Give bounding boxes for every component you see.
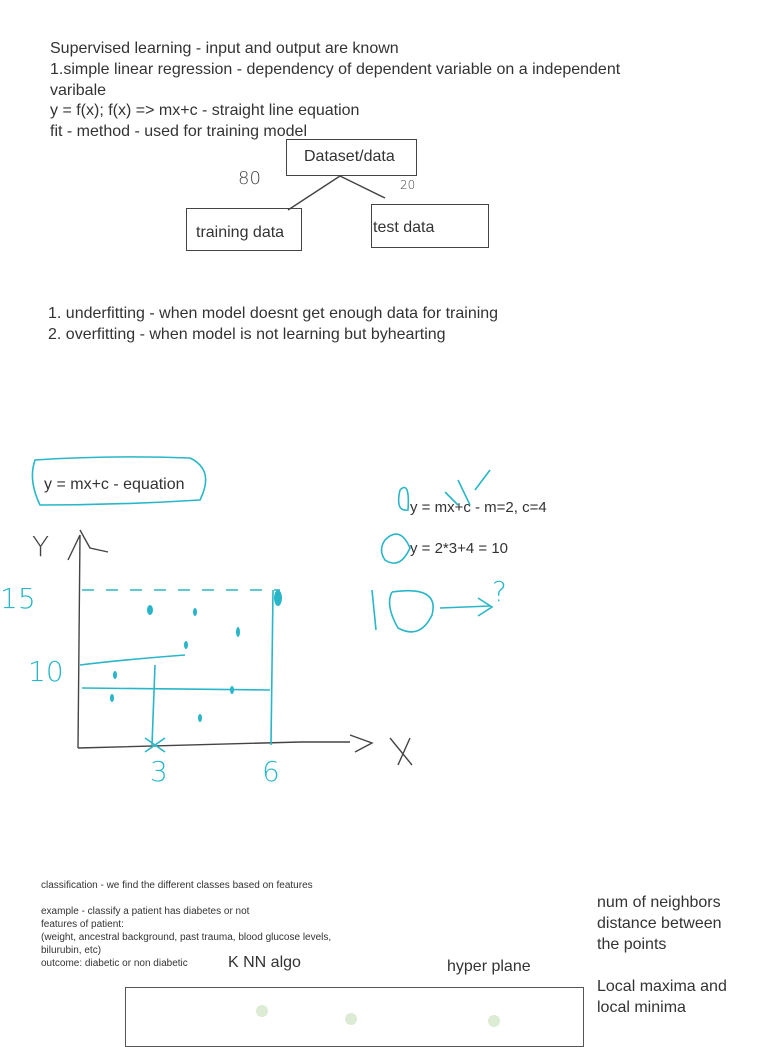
hyperplane-label: hyper plane <box>447 958 531 975</box>
note-line: 1.simple linear regression - dependency of dependent variable on a independent <box>50 61 621 78</box>
equation-text: y = mx+c - equation <box>44 476 185 493</box>
y-tick-15: 15 <box>0 582 36 615</box>
classification-note: features of patient: <box>41 919 124 930</box>
classification-note: classification - we find the different classes based on features <box>41 880 313 891</box>
side-note: num of neighbors <box>597 894 721 911</box>
equation-params: y = mx+c - m=2, c=4 <box>410 499 547 516</box>
data-point <box>256 1005 268 1017</box>
dataset-label: Dataset/data <box>304 148 395 165</box>
x-tick-6: 6 <box>262 755 280 788</box>
y-tick-10: 10 <box>28 655 64 688</box>
test-percent: 20 <box>400 178 416 192</box>
side-note: the points <box>597 936 667 953</box>
side-note: Local maxima and <box>597 978 727 995</box>
overfitting-note: 2. overfitting - when model is not learning but byhearting <box>48 326 446 343</box>
equation-calc: y = 2*3+4 = 10 <box>410 540 508 557</box>
data-point <box>488 1015 500 1027</box>
knn-label: K NN algo <box>228 954 301 971</box>
y-axis-label: Y <box>32 530 50 563</box>
classification-note: outcome: diabetic or non diabetic <box>41 958 188 969</box>
side-note: distance between <box>597 915 722 932</box>
classification-note: bilurubin, etc) <box>41 945 102 956</box>
note-line: fit - method - used for training model <box>50 123 308 140</box>
note-line: Supervised learning - input and output are known <box>50 40 399 57</box>
classification-note: example - classify a patient has diabetes or not <box>41 906 250 917</box>
side-note: local minima <box>597 999 686 1016</box>
question-mark: ? <box>492 575 507 608</box>
note-line: y = f(x); f(x) => mx+c - straight line equation <box>50 102 360 119</box>
note-line: varibale <box>50 82 107 99</box>
train-percent: 80 <box>238 168 261 189</box>
underfitting-note: 1. underfitting - when model doesnt get enough data for training <box>48 305 499 322</box>
data-point <box>345 1013 357 1025</box>
training-data-label: training data <box>196 224 285 241</box>
knn-plot-box <box>125 987 584 1047</box>
x-tick-3: 3 <box>150 755 168 788</box>
classification-note: (weight, ancestral background, past trauma, blood glucose levels, <box>41 932 332 943</box>
test-data-label: test data <box>373 219 435 236</box>
